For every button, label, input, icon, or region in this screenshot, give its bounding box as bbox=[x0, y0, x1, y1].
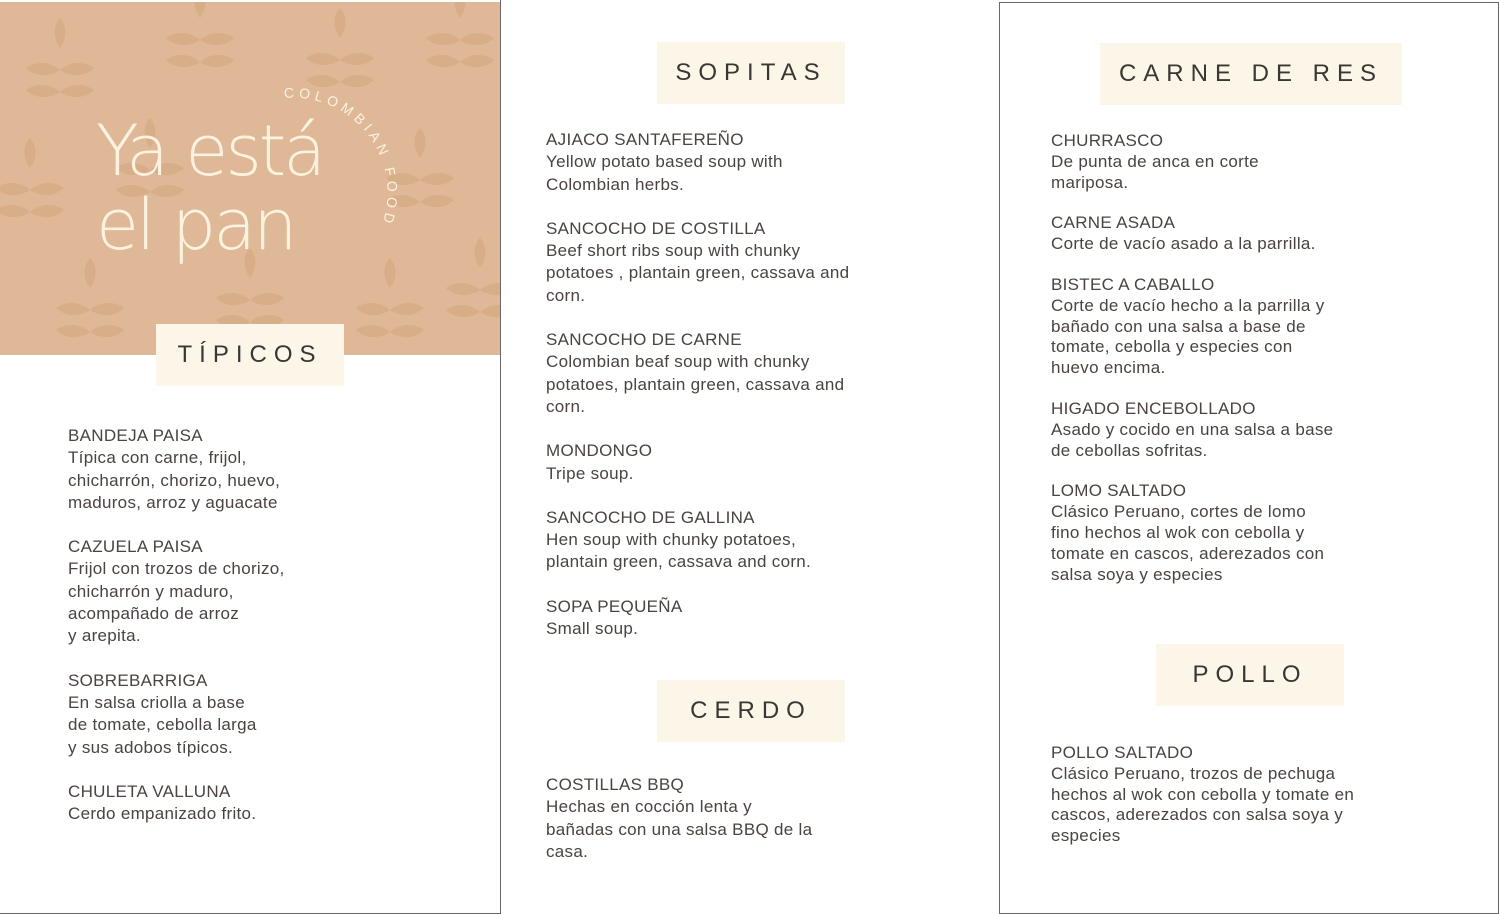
section-title-tipicos: TÍPICOS bbox=[156, 324, 344, 386]
section-title-pollo: POLLO bbox=[1156, 644, 1344, 706]
brand-title-line2: el pan bbox=[96, 184, 295, 266]
menu-item-description: De punta de anca en corte mariposa. bbox=[1051, 151, 1259, 192]
menu-item bbox=[546, 329, 986, 418]
menu-item-name: CAZUELA PAISA bbox=[68, 537, 203, 557]
menu-item-name: MONDONGO bbox=[546, 441, 653, 461]
menu-item bbox=[68, 536, 488, 647]
menu-item-name: AJIACO SANTAFEREÑO bbox=[546, 130, 744, 149]
menu-item-description: Clásico Peruano, cortes de lomo fino hechos al wok con cebolla y tomate en cascos, aderezados con salsa soya y especies bbox=[1051, 502, 1325, 584]
menu-item-name: SOBREBARRIGA bbox=[68, 670, 208, 690]
brand-title-line1: Ya está bbox=[96, 110, 324, 192]
menu-item-description: Colombian beaf soup with chunky potatoes, plantain green, cassava and corn. bbox=[546, 352, 845, 416]
menu-item bbox=[1051, 743, 1491, 847]
items-pollo bbox=[1051, 743, 1491, 867]
menu-item-description: Asado y cocido en una salsa a base de cebollas sofritas. bbox=[1051, 419, 1334, 460]
menu-item-name: CARNE ASADA bbox=[1051, 213, 1176, 233]
menu-item bbox=[1051, 213, 1491, 255]
menu-item-description: Clásico Peruano, trozos de pechuga hechos al wok con cebolla y tomate en cascos, aderezados con salsa soya y especies bbox=[1051, 763, 1355, 846]
menu-item bbox=[546, 440, 986, 485]
items-sopitas bbox=[546, 129, 986, 662]
menu-item-description: Yellow potato based soup with Colombian herbs. bbox=[546, 152, 783, 194]
menu-item-description: Cerdo empanizado frito. bbox=[68, 804, 257, 824]
menu-item-name: BANDEJA PAISA bbox=[68, 426, 203, 445]
section-title-cerdo: CERDO bbox=[657, 680, 845, 742]
menu-item bbox=[546, 774, 986, 863]
menu-item-name: SOPA PEQUEÑA bbox=[546, 596, 683, 616]
menu-item-name: SANCOCHO DE GALLINA bbox=[546, 507, 755, 527]
menu-panel-middle bbox=[501, 0, 999, 914]
menu-item bbox=[1051, 275, 1491, 379]
menu-item-name: CHURRASCO bbox=[1051, 131, 1164, 150]
menu-item bbox=[1051, 481, 1491, 585]
section-title-carne-de-res: CARNE DE RES bbox=[1100, 43, 1402, 105]
menu-item-description: Hechas en cocción lenta y bañadas con una salsa BBQ de la casa. bbox=[546, 797, 813, 861]
menu-item-name: HIGADO ENCEBOLLADO bbox=[1051, 398, 1256, 418]
menu-item bbox=[546, 596, 986, 641]
menu-item-description: Corte de vacío hecho a la parrilla y bañado con una salsa a base de tomate, cebolla y especies con huevo encima. bbox=[1051, 295, 1325, 378]
items-cerdo bbox=[546, 774, 986, 885]
brand-ring-label: COLOMBIAN FOOD bbox=[283, 84, 401, 230]
menu-item-description: Corte de vacío asado a la parrilla. bbox=[1051, 234, 1316, 254]
menu-item bbox=[546, 218, 986, 307]
menu-item-description: Hen soup with chunky potatoes, plantain green, cassava and corn. bbox=[546, 530, 812, 572]
menu-item bbox=[1051, 399, 1491, 461]
menu-item-name: CHULETA VALLUNA bbox=[68, 781, 231, 801]
menu-item bbox=[68, 670, 488, 759]
brand-hero bbox=[0, 2, 500, 355]
menu-item bbox=[68, 425, 488, 514]
menu-item bbox=[546, 129, 986, 196]
section-title-sopitas: SOPITAS bbox=[657, 42, 845, 104]
menu-item-name: SANCOCHO DE CARNE bbox=[546, 330, 742, 350]
menu-item-description: Frijol con trozos de chorizo, chicharrón y maduro, acompañado de arroz y arepita. bbox=[68, 559, 285, 646]
menu-item-name: POLLO SALTADO bbox=[1051, 743, 1194, 762]
items-carne-de-res bbox=[1051, 131, 1491, 605]
items-tipicos bbox=[68, 425, 488, 847]
menu-panel-left bbox=[0, 0, 501, 914]
menu-item-description: En salsa criolla a base de tomate, cebolla larga y sus adobos típicos. bbox=[68, 692, 257, 757]
menu-item-name: LOMO SALTADO bbox=[1051, 481, 1187, 501]
menu-item-description: Tripe soup. bbox=[546, 463, 634, 483]
menu-item bbox=[546, 507, 986, 574]
menu-item-name: SANCOCHO DE COSTILLA bbox=[546, 218, 766, 238]
menu-item bbox=[1051, 131, 1491, 193]
menu-item-description: Típica con carne, frijol, chicharrón, chorizo, huevo, maduros, arroz y aguacate bbox=[68, 448, 281, 512]
svg-text:COLOMBIAN FOOD bbox=[284, 85, 401, 230]
menu-item-description: Small soup. bbox=[546, 619, 639, 639]
brand-ring-text bbox=[262, 66, 412, 256]
menu-panel-right bbox=[999, 2, 1499, 914]
menu-item-name: COSTILLAS BBQ bbox=[546, 775, 685, 794]
menu-item bbox=[68, 781, 488, 826]
menu-item-description: Beef short ribs soup with chunky potatoes , plantain green, cassava and corn. bbox=[546, 241, 850, 305]
menu-item-name: BISTEC A CABALLO bbox=[1051, 274, 1215, 294]
